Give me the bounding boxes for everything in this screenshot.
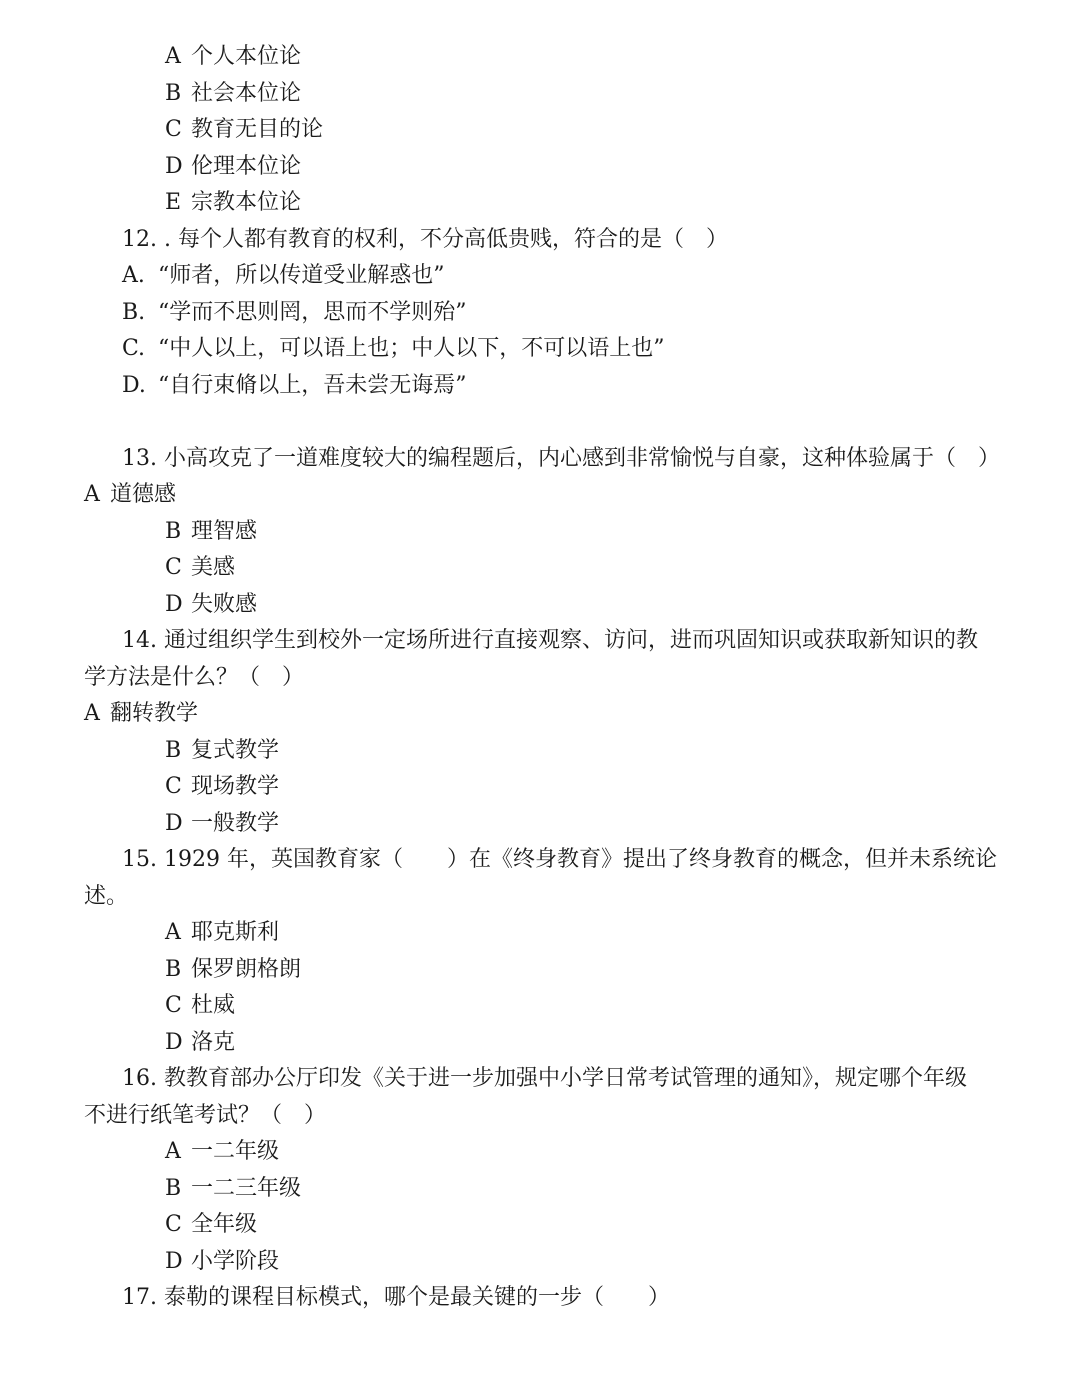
q11-option-b: B 社会本位论 [165,81,302,106]
q15-option-b: B 保罗朗格朗 [165,957,302,982]
q15-option-d: D 洛克 [165,1030,236,1055]
q16-option-a: A 一二年级 [165,1139,280,1164]
q14-option-a: A 翻转教学 [84,701,199,726]
q11-option-e: E 宗教本位论 [165,190,302,215]
q16-option-b: B 一二三年级 [165,1176,302,1201]
q16-stem-line-2: 不进行纸笔考试？（ ） [84,1103,327,1128]
q17-stem: 17. 泰勒的课程目标模式，哪个是最关键的一步（ ） [122,1285,670,1310]
q12-option-b: B. “学而不思则罔，思而不学则殆” [122,300,467,325]
q16-option-d: D 小学阶段 [165,1249,280,1274]
q13-option-d: D 失败感 [165,592,258,617]
q15-option-c: C 杜威 [165,993,236,1018]
q14-stem-line-1: 14. 通过组织学生到校外一定场所进行直接观察、访问，进而巩固知识或获取新知识的教 [122,628,978,653]
q13-option-a: A 道德感 [84,482,177,507]
q14-option-b: B 复式教学 [165,738,280,763]
q16-option-c: C 全年级 [165,1212,258,1237]
q13-stem: 13. 小高攻克了一道难度较大的编程题后，内心感到非常愉悦与自豪，这种体验属于（ ） [122,446,1000,471]
q12-option-c: C. “中人以上，可以语上也；中人以下，不可以语上也” [122,336,665,361]
q13-option-c: C 美感 [165,555,236,580]
q14-option-d: D 一般教学 [165,811,280,836]
q14-option-c: C 现场教学 [165,774,280,799]
q11-option-c: C 教育无目的论 [165,117,324,142]
q12-option-a: A. “师者，所以传道受业解惑也” [122,263,445,288]
q12-option-d: D. “自行束脩以上，吾未尝无诲焉” [122,373,467,398]
q15-stem-line-1: 15. 1929 年，英国教育家（ ）在《终身教育》提出了终身教育的概念，但并未系统论 [122,847,997,872]
q13-option-b: B 理智感 [165,519,258,544]
q15-stem-line-2: 述。 [84,884,129,909]
q11-option-d: D 伦理本位论 [165,154,302,179]
q12-stem: 12. . 每个人都有教育的权利，不分高低贵贱，符合的是（ ） [122,227,728,252]
q14-stem-line-2: 学方法是什么？（ ） [84,665,305,690]
q15-option-a: A 耶克斯利 [165,920,280,945]
q11-option-a: A 个人本位论 [165,44,302,69]
q16-stem-line-1: 16. 教教育部办公厅印发《关于进一步加强中小学日常考试管理的通知》，规定哪个年级 [122,1066,967,1091]
